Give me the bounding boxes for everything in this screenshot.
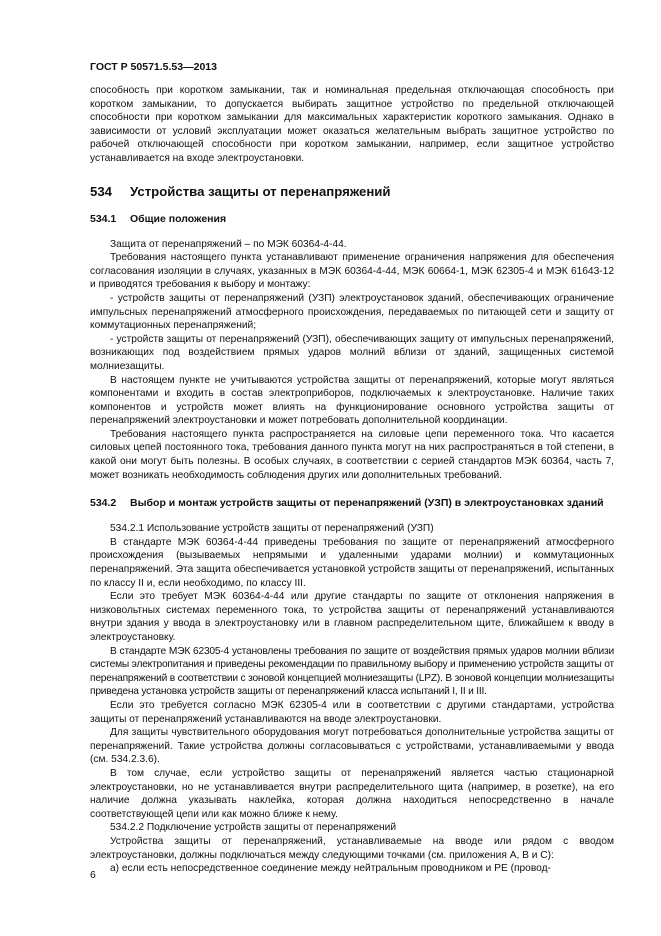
paragraph: В настоящем пункте не учитываются устройства защиты от перенапряжений, которые могут являться компонентами и входить в состав электроприборов, подключаемых к электроустановке. Наличие таких компонентов и устройств может влиять на функционирование основного устройства защиты от перенапряжений электроустановки и может потребовать дополнительной координации. [90,374,614,427]
paragraph: Защита от перенапряжений – по МЭК 60364-4-44. [110,238,347,250]
subsection-title: Общие положения [130,212,227,225]
subsection-number: 534.1 [90,212,117,225]
paragraph: Если это требуется согласно МЭК 62305-4 или в соответствии с другими стандартами, устройства защиты от перенапряжений устанавливаются на вводе электроустановки. [90,699,614,725]
list-item: - устройств защиты от перенапряжений (УЗП) электроустановок зданий, обеспечивающих ограничение импульсных перенапряжений атмосферного происхождения, передаваемых по питающей сети и защиту от коммутационных перенапряжений; [90,292,614,332]
paragraph: Если это требует МЭК 60364-4-44 или другие стандарты по защите от отклонения напряжения в низковольтных системах переменного тока, то устройства защиты от перенапряжений устанавливаются внутри здания у ввода в электроустановку или в главном распределительном щите, ближайшем к вводу в электроустановку. [90,591,614,643]
paragraph: Требования настоящего пункта распространяется на силовые цепи переменного тока. Что касается силовых цепей постоянного тока, требования данного пункта могут на них распространяться в той степени, в какой они могут быть полезны. В особых случаях, в соответствии с серией стандартов МЭК 60364, часть 7, может возникать необходимость соблюдения других или дополнительных требований. [90,428,614,481]
list-item: - устройств защиты от перенапряжений (УЗП), обеспечивающих защиту от импульсных перенапряжений, возникающих под воздействием прямых ударов молний вблизи от зданий, защищенных системой молниезащиты. [90,333,614,372]
subsection-heading-534-2 [90,496,614,510]
paragraph: В стандарте МЭК 62305-4 установлены требования по защите от воздействия прямых ударов молнии вблизи системы электропитания и приведены рекомендации по правильному выбору и применению устройств защиты от перенапряжений в соответствии с зоновой концепцией молниезащиты (LPZ). В зоновой концепции молниезащиты приведена установка устройств защиты от перенапряжений класса испытаний I, II и III. [90,645,614,698]
section-number: 534 [90,183,113,199]
paragraph: В стандарте МЭК 60364-4-44 приведены требования по защите от перенапряжений атмосферного происхождения (вызываемых непрямыми и удаленными ударами молнии) и коммутационных перенапряжений. Эта защита обеспечивается установкой устройств защиты от перенапряжений, испытанных по классу II и, если необходимо, по классу III. [90,536,614,589]
list-item: а) если есть непосредственное соединение между нейтральным проводником и PE (провод- [110,863,551,875]
document-body [90,84,614,876]
paragraph: Для защиты чувствительного оборудования могут потребоваться дополнительные устройства защиты от перенапряжений. Такие устройства должны согласовываться с устройствами, устанавливаемыми у ввода (см. 534.2.3.6). [90,727,614,766]
page-number: 6 [90,869,96,881]
paragraph: Устройства защиты от перенапряжений, устанавливаемые на вводе или рядом с вводом электроустановки, должны подключаться между следующими точками (см. приложения А, В и С): [90,835,614,861]
running-header: ГОСТ Р 50571.5.53—2013 [90,61,217,73]
section-title: Устройства защиты от перенапряжений [130,183,391,199]
subsection-title: Выбор и монтаж устройств защиты от перенапряжений (УЗП) в электроустановках зданий [130,497,604,510]
paragraph: способность при коротком замыкании, так и номинальная предельная отключающая способность при коротком замыкании, то допускается выбирать защитное устройство по предельной отключающей способности при коротком замыкании для максимальных характеристик короткого замыкания. Однако в зависимости от условий эксплуатации может оказаться желательным выбрать защитное устройство по рабочей отключающей способности при коротком замыкании, например, если защитное устройство устанавливается на входе электроустановки. [90,85,614,164]
subsection-number: 534.2 [90,497,117,510]
section-heading-534 [90,184,614,200]
paragraph: Требования настоящего пункта устанавливают применение ограничения напряжения для обеспечения согласования изоляции в случаях, указанных в МЭК 60364-4-44, МЭК 60664-1, МЭК 62305-4 и МЭК 61643-12 и приводятся требования к выбору и монтажу: [90,252,614,291]
subsection-heading-534-1 [90,212,614,226]
paragraph: В том случае, если устройство защиты от перенапряжений является частью стационарной электроустановки, но не устанавливается внутри распределительного щита (например, в розетке), на его наличие должна указывать наклейка, которая должна находиться непосредственно в начале соответствующей цепи или как можно ближе к нему. [90,767,614,820]
clause-heading: 534.2.1 Использование устройств защиты от перенапряжений (УЗП) [110,523,434,535]
clause-heading: 534.2.2 Подключение устройств защиты от перенапряжений [110,822,397,834]
